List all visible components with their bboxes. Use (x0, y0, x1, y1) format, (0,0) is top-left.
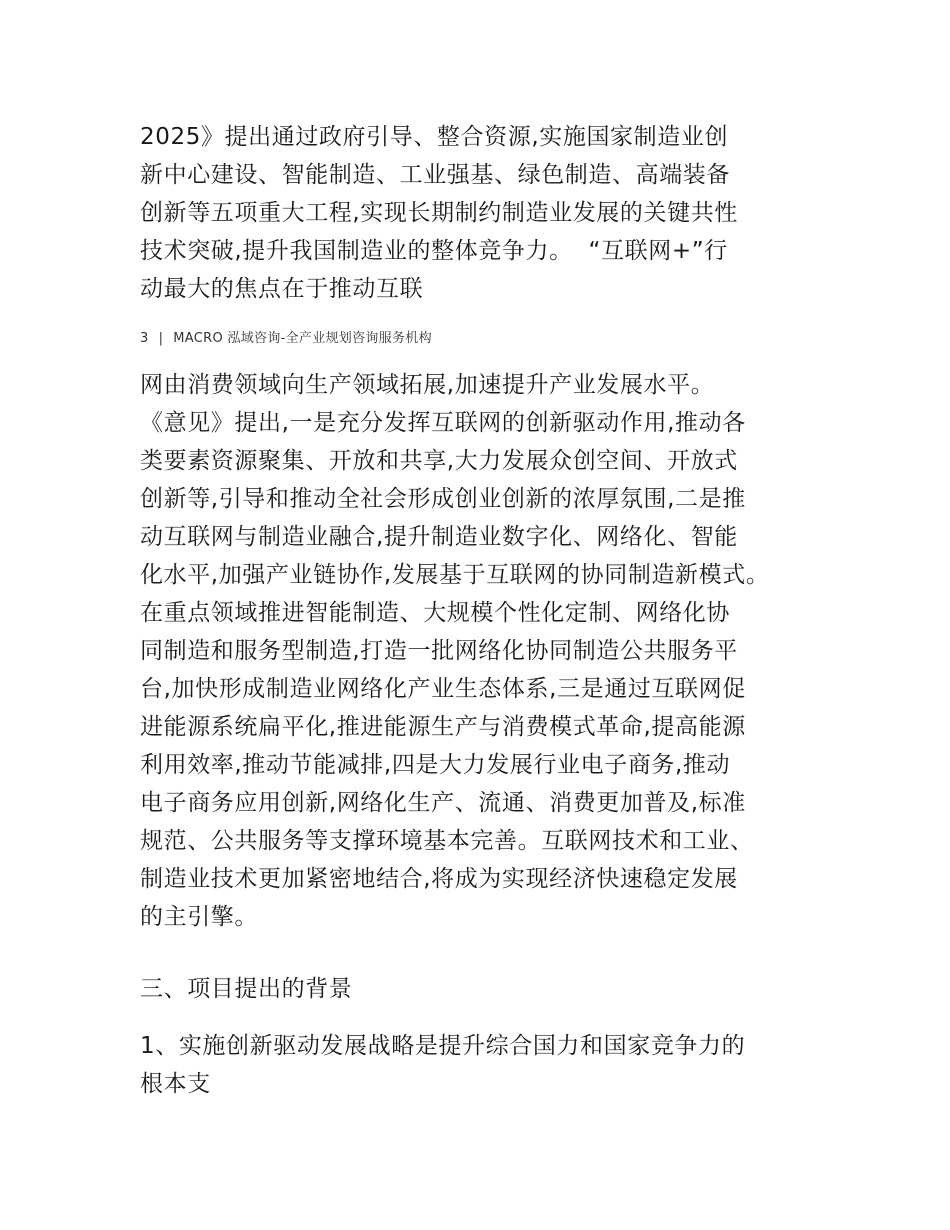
paragraph-2 (140, 366, 830, 936)
paragraph-line: 类要素资源聚集、开放和共享,大力发展众创空间、开放式 (140, 448, 738, 474)
paragraph-line: 台,加快形成制造业网络化产业生态体系,三是通过互联网促 (140, 676, 746, 702)
paragraph-line: 动最大的焦点在于推动互联 (140, 276, 424, 302)
subsection-heading-line: 1、实施创新驱动发展战略是提升综合国力和国家竞争力的 (140, 1033, 746, 1059)
paragraph-line: 《意见》提出,一是充分发挥互联网的创新驱动作用,推动各 (140, 410, 746, 436)
paragraph-line: 在重点领域推进智能制造、大规模个性化定制、网络化协 (140, 600, 730, 626)
paragraph-line: 化水平,加强产业链协作,发展基于互联网的协同制造新模式。 (140, 562, 770, 588)
paragraph-line: 电子商务应用创新,网络化生产、流通、消费更加普及,标准 (140, 790, 746, 816)
paragraph-line: 制造业技术更加紧密地结合,将成为实现经济快速稳定发展 (140, 866, 738, 892)
page-footer (140, 330, 432, 348)
paragraph-line: 新中心建设、智能制造、工业强基、绿色制造、高端装备 (140, 162, 730, 188)
paragraph-line: 同制造和服务型制造,打造一批网络化协同制造公共服务平 (140, 638, 738, 664)
footer-text: MACRO 泓域咨询-全产业规划咨询服务机构 (173, 331, 432, 346)
footer-separator: | (158, 331, 164, 346)
paragraph-1 (140, 118, 830, 308)
subsection-heading (140, 1027, 830, 1103)
paragraph-line: 技术突破,提升我国制造业的整体竞争力。 “互联网+”行 (140, 238, 728, 264)
paragraph-line: 动互联网与制造业融合,提升制造业数字化、网络化、智能 (140, 524, 738, 550)
paragraph-line: 利用效率,推动节能减排,四是大力发展行业电子商务,推动 (140, 752, 731, 778)
section-heading (140, 970, 830, 1008)
paragraph-line: 创新等,引导和推动全社会形成创业创新的浓厚氛围,二是推 (140, 486, 746, 512)
paragraph-line: 创新等五项重大工程,实现长期制约制造业发展的关键共性 (140, 200, 738, 226)
page-number: 3 (140, 331, 149, 346)
paragraph-line: 的主引擎。 (140, 904, 258, 930)
section-heading-text: 三、项目提出的背景 (140, 976, 353, 1002)
subsection-heading-line: 根本支 (140, 1071, 211, 1097)
paragraph-line: 规范、公共服务等支撑环境基本完善。互联网技术和工业、 (140, 828, 754, 854)
paragraph-line: 进能源系统扁平化,推进能源生产与消费模式革命,提高能源 (140, 714, 746, 740)
paragraph-line: 2025》提出通过政府引导、整合资源,实施国家制造业创 (140, 124, 729, 150)
paragraph-line: 网由消费领域向生产领域拓展,加速提升产业发展水平。 (140, 372, 715, 398)
